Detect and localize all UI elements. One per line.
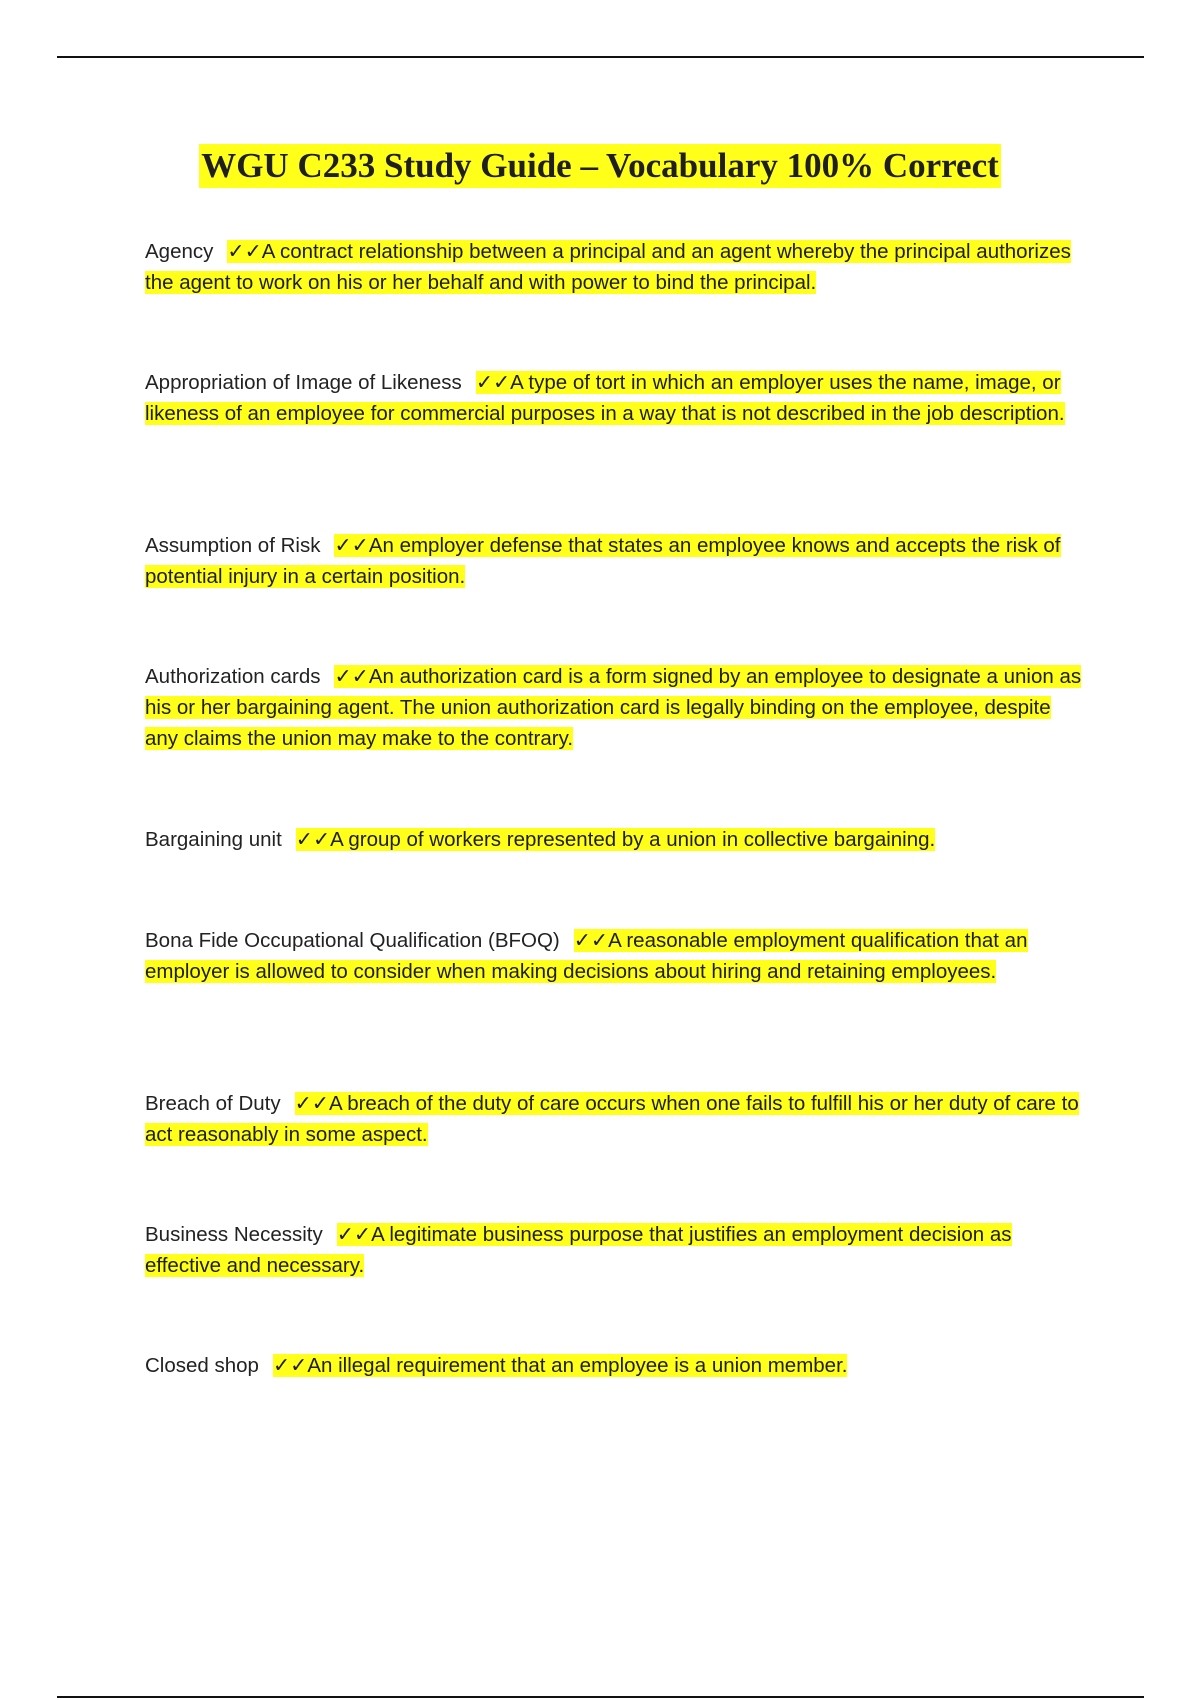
term: Business Necessity <box>145 1223 323 1246</box>
vocabulary-entry <box>145 824 1085 855</box>
term: Bargaining unit <box>145 828 282 851</box>
check-mark-icon: ✓✓ <box>336 1222 372 1246</box>
vocabulary-entry <box>145 925 1085 987</box>
check-mark-icon: ✓✓ <box>227 239 262 263</box>
definition: A contract relationship between a principal and an agent whereby the principal authorizes the agent to work on his or her behalf and with power to bind the principal. <box>145 240 1071 294</box>
document-title: WGU C233 Study Guide – Vocabulary 100% Correct <box>199 144 1001 188</box>
definition: A breach of the duty of care occurs when one fails to fulfill his or her duty of care to act reasonably in some aspect. <box>145 1092 1079 1146</box>
term: Bona Fide Occupational Qualification (BFOQ) <box>145 929 560 952</box>
check-mark-icon: ✓✓ <box>334 664 369 688</box>
check-mark-icon: ✓✓ <box>475 370 511 394</box>
top-rule <box>57 56 1144 58</box>
title-container <box>0 144 1200 188</box>
vocabulary-entry <box>145 1219 1085 1281</box>
bottom-rule <box>57 1696 1144 1698</box>
vocabulary-entry <box>145 1350 1085 1381</box>
definition: A group of workers represented by a union in collective bargaining. <box>330 828 936 851</box>
term: Appropriation of Image of Likeness <box>145 371 462 394</box>
term: Authorization cards <box>145 665 321 688</box>
definition: A reasonable employment qualification that an employer is allowed to consider when making decisions about hiring and retaining employees. <box>145 929 1028 983</box>
check-mark-icon: ✓✓ <box>295 827 331 851</box>
check-mark-icon: ✓✓ <box>294 1091 329 1115</box>
definition: An employer defense that states an employee knows and accepts the risk of potential injury in a certain position. <box>145 534 1061 588</box>
vocabulary-entry <box>145 367 1085 429</box>
vocabulary-entry <box>145 661 1085 754</box>
definition: An authorization card is a form signed by an employee to designate a union as his or her bargaining agent. The union authorization card is legally binding on the employee, despite any claims the union may make to the contrary. <box>145 665 1082 750</box>
term: Breach of Duty <box>145 1092 281 1115</box>
definition: A legitimate business purpose that justifies an employment decision as effective and necessary. <box>145 1223 1012 1277</box>
definition: A type of tort in which an employer uses the name, image, or likeness of an employee for commercial purposes in a way that is not described in the job description. <box>145 371 1065 425</box>
vocabulary-entry <box>145 236 1085 298</box>
term: Agency <box>145 240 214 263</box>
term: Assumption of Risk <box>145 534 321 557</box>
check-mark-icon: ✓✓ <box>272 1353 308 1377</box>
term: Closed shop <box>145 1354 259 1377</box>
vocabulary-entry <box>145 530 1085 592</box>
definition: An illegal requirement that an employee is a union member. <box>307 1354 848 1377</box>
vocabulary-entry <box>145 1088 1085 1150</box>
check-mark-icon: ✓✓ <box>573 928 609 952</box>
check-mark-icon: ✓✓ <box>334 533 369 557</box>
